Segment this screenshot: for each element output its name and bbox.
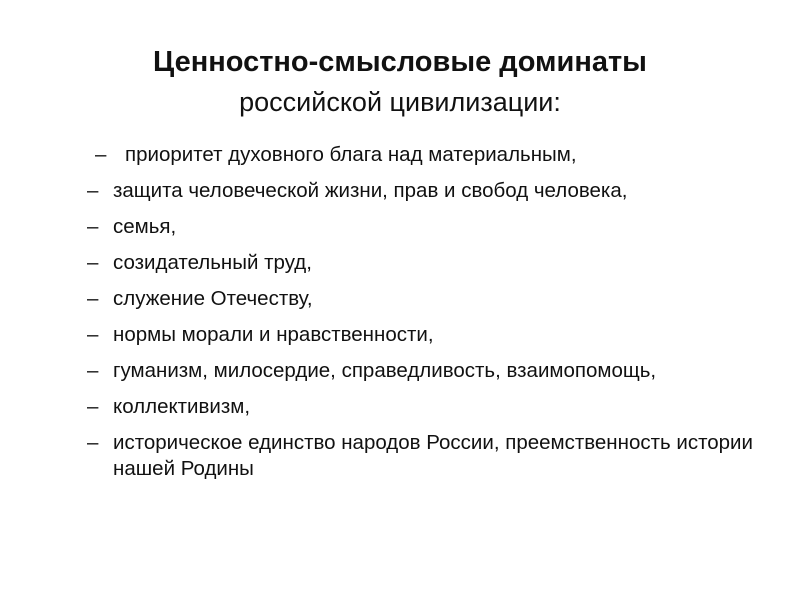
dash-bullet: – (87, 431, 99, 454)
list-item-text: созидательный труд, (113, 251, 312, 274)
list-item (87, 286, 767, 312)
list-item (87, 322, 767, 348)
slide-title (0, 42, 800, 122)
list-item-text: приоритет духовного блага над материальным, (125, 143, 577, 166)
list-item-text: защита человеческой жизни, прав и свобод человека, (113, 179, 628, 202)
list-item (87, 250, 767, 276)
list-item-text: семья, (113, 215, 177, 238)
title-main: Ценностно-смысловые доминаты (153, 46, 647, 78)
list-item (87, 358, 767, 384)
dash-bullet: – (87, 251, 99, 274)
dash-bullet: – (87, 179, 99, 202)
values-list (87, 142, 767, 492)
dash-bullet: – (87, 215, 99, 238)
list-item-text: коллективизм, (113, 395, 251, 418)
list-item (87, 430, 767, 482)
dash-bullet: – (95, 143, 107, 166)
list-item (87, 394, 767, 420)
dash-bullet: – (87, 287, 99, 310)
dash-bullet: – (87, 323, 99, 346)
dash-bullet: – (87, 359, 99, 382)
list-item (87, 178, 767, 204)
title-subtitle: российской цивилизации: (239, 87, 561, 117)
list-item-text: историческое единство народов России, преемственность истории нашей Родины (113, 431, 753, 480)
list-item (95, 142, 767, 168)
list-item-text: служение Отечеству, (113, 287, 313, 310)
list-item-text: нормы морали и нравственности, (113, 323, 434, 346)
list-item-text: гуманизм, милосердие, справедливость, взаимопомощь, (113, 359, 657, 382)
dash-bullet: – (87, 395, 99, 418)
list-item (87, 214, 767, 240)
